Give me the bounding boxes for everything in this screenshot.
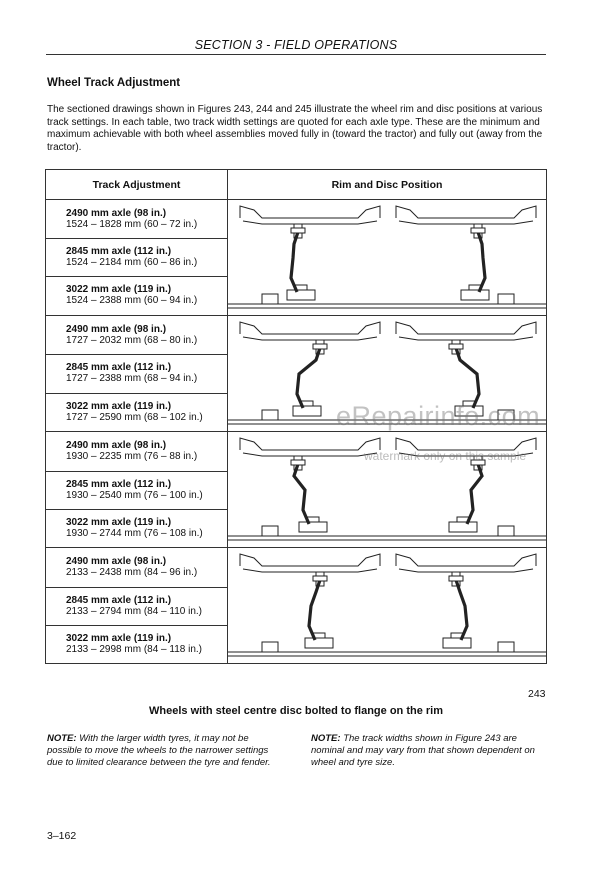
- track-row: [46, 200, 227, 238]
- note-right: [311, 733, 549, 770]
- track-range: 2133 – 2998 mm (84 – 118 in.): [66, 644, 203, 655]
- note-left: [47, 733, 283, 770]
- axle-size: 2490 mm axle (98 in.): [66, 324, 167, 335]
- figure-number: 243: [528, 688, 546, 700]
- wheel-section-outer: [381, 554, 546, 656]
- rim-disc-diagram: [228, 548, 546, 664]
- axle-size: 3022 mm axle (119 in.): [66, 284, 172, 295]
- watermark-text: eRepairinfo.com: [336, 401, 541, 431]
- track-range: 1727 – 2590 mm (68 – 102 in.): [66, 412, 203, 423]
- track-row: [46, 471, 227, 509]
- track-row: [46, 509, 227, 548]
- axle-size: 2845 mm axle (112 in.): [66, 595, 172, 606]
- wheel-section-outer: [381, 206, 546, 308]
- note-text: With the larger width tyres, it may not be possible to move the wheels to the narrower settings due to limited clearance between the tyre and fender.: [47, 733, 271, 769]
- track-range: 1930 – 2744 mm (76 – 108 in.): [66, 528, 203, 539]
- track-cells-column: [46, 432, 228, 548]
- section-title: SECTION 3 - FIELD OPERATIONS: [194, 38, 398, 52]
- note-label: NOTE:: [311, 733, 341, 744]
- track-row: [46, 625, 227, 664]
- header-divider: [46, 54, 546, 55]
- rim-disc-diagram: [228, 200, 546, 315]
- track-row: [46, 548, 227, 587]
- axle-size: 3022 mm axle (119 in.): [66, 517, 172, 528]
- track-row: [46, 432, 227, 471]
- axle-size: 2490 mm axle (98 in.): [66, 440, 167, 451]
- track-range: 1524 – 1828 mm (60 – 72 in.): [66, 219, 198, 230]
- wheel-section-inner: [228, 554, 395, 656]
- track-range: 1727 – 2032 mm (68 – 80 in.): [66, 335, 198, 346]
- track-cells-column: [46, 316, 228, 432]
- track-range: 2133 – 2438 mm (84 – 96 in.): [66, 567, 198, 578]
- track-cells-column: [46, 200, 228, 315]
- track-row: [46, 354, 227, 393]
- axle-size: 2490 mm axle (98 in.): [66, 556, 167, 567]
- column-header-rim-disc-position: Rim and Disc Position: [228, 170, 546, 200]
- axle-size: 2845 mm axle (112 in.): [66, 246, 172, 257]
- track-range: 1524 – 2388 mm (60 – 94 in.): [66, 295, 198, 306]
- axle-size: 3022 mm axle (119 in.): [66, 633, 172, 644]
- axle-size: 2845 mm axle (112 in.): [66, 479, 172, 490]
- track-row: [46, 316, 227, 354]
- track-range: 1727 – 2388 mm (68 – 94 in.): [66, 373, 198, 384]
- page-number: 3–162: [47, 830, 77, 842]
- axle-size: 2490 mm axle (98 in.): [66, 208, 167, 219]
- track-range: 1524 – 2184 mm (60 – 86 in.): [66, 257, 198, 268]
- rim-disc-drawing: [228, 548, 546, 664]
- track-row: [46, 587, 227, 625]
- section-heading: Wheel Track Adjustment: [47, 77, 181, 89]
- track-group: [46, 547, 546, 664]
- note-text: The track widths shown in Figure 243 are nominal and may vary from that shown dependent on wheel and tyre size.: [311, 733, 535, 769]
- column-header-track-adjustment: Track Adjustment: [46, 170, 228, 200]
- intro-paragraph: The sectioned drawings shown in Figures 243, 244 and 245 illustrate the wheel rim and disc positions at various track settings. In each table, two track width settings are quoted for each axle type. These are the minimum and maximum achievable with both wheel assemblies moved fully in (toward the tractor) and fully out (away from the tractor).: [47, 104, 543, 153]
- track-row: [46, 393, 227, 432]
- track-row: [46, 276, 227, 315]
- wheel-section-inner: [228, 206, 395, 308]
- track-range: 1930 – 2540 mm (76 – 100 in.): [66, 490, 203, 501]
- note-label: NOTE:: [47, 733, 77, 744]
- axle-size: 3022 mm axle (119 in.): [66, 401, 172, 412]
- track-group: [46, 200, 546, 315]
- track-range: 1930 – 2235 mm (76 – 88 in.): [66, 451, 198, 462]
- track-cells-column: [46, 548, 228, 664]
- figure-caption: Wheels with steel centre disc bolted to flange on the rim: [149, 705, 443, 717]
- track-range: 2133 – 2794 mm (84 – 110 in.): [66, 606, 203, 617]
- watermark-subtext: watermark only on this sample: [364, 449, 527, 463]
- axle-size: 2845 mm axle (112 in.): [66, 362, 172, 373]
- track-row: [46, 238, 227, 276]
- rim-disc-drawing: [228, 200, 546, 315]
